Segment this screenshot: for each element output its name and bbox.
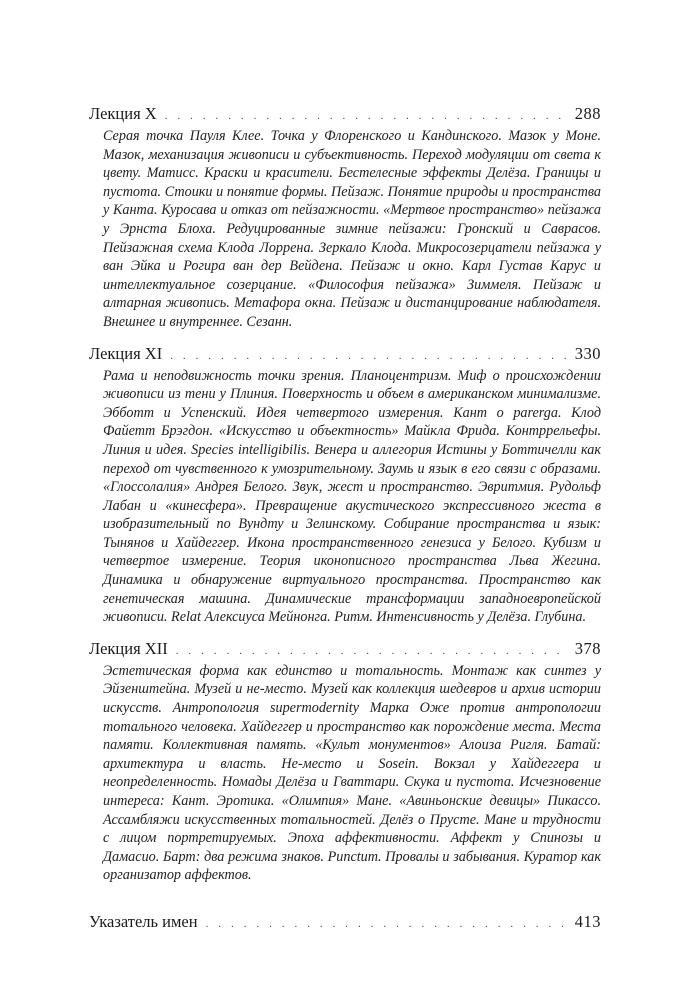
toc-entry-lecture-12 [89, 638, 601, 885]
toc-description: Эстетическая форма как единство и тотальность. Монтаж как синтез у Эйзенштейна. Музей и не-место. Музей как коллекция шедевров и архив истории искусств. Антропология supermodernity Марка Оже против антропологии тотального человека. Хайдеггер и пространство как порождение места. Места памяти. Коллективная память. «Культ монументов» Алоиза Ригля. Батай: архитектура и власть. Не-место и Sosein. Вокзал у Хайдеггера и неопределенность. Номады Делёза и Гваттари. Скука и пустота. Исчезновение интереса: Кант. Эротика. «Олимпия» Мане. «Авиньонские девицы» Пикассо. Ассамбляжи искусственных тотальностей. Делёз о Прусте. Мане и трудности с лицом портретируемых. Эпоха аффективности. Аффект у Спинозы и Дамасио. Барт: два режима знаков. Punctum. Провалы и забывания. Куратор как организатор аффектов. [103, 662, 601, 884]
toc-description: Серая точка Пауля Клее. Точка у Флоренского и Кандинского. Мазок у Моне. Мазок, механизация живописи и субъективность. Переход модуляции от света к цвету. Матисс. Краски и красители. Бестелесные эффекты Делёза. Границы и пустота. Стоики и понятие формы. Пейзаж. Понятие природы и пространства у Канта. Куросава и отказ от пейзажности. «Мертвое пространство» пейзажа у Эрнста Блоха. Редуцированные зимние пейзажи: Гронский и Саврасов. Пейзажная схема Клода Лоррена. Зеркало Клода. Микросозерцатели пейзажа у ван Эйка и Рогира ван дер Вейдена. Пейзаж и окно. Карл Густав Карус и интеллектуальное созерцание. «Философия пейзажа» Зиммеля. Пейзаж и алтарная живопись. Метафора окна. Пейзаж и дистанцирование наблюдателя. Внешнее и внутреннее. Сезанн. [103, 128, 601, 330]
toc-page-number: 413 [574, 911, 601, 931]
toc-title: Лекция X [89, 104, 157, 123]
dot-leader [206, 913, 567, 935]
toc-page-number: 330 [574, 343, 601, 363]
toc-title: Указатель имен [89, 911, 198, 931]
toc-title: Лекция XI [89, 343, 163, 363]
dot-leader [170, 345, 567, 367]
dot-leader [165, 105, 567, 127]
toc-description: Рама и неподвижность точки зрения. Планоцентризм. Миф о происхождении живописи из тени у Плиния. Поверхность и объем в американском минимализме. Эбботт и Успенский. Идея четвертого измерения. Кант о parerga. Клод Файетт Брэгдон. «Искусство и объектность» Майкла Фрида. Контррельефы. Линия и идея. Species intelligibilis. Венера и аллегория Истины у Боттичелли как переход от чувственного к умозрительному. Заумь и язык в его связи с образами. «Глоссолалия» Андрея Белого. Звук, жест и пространство. Эвритмия. Рудольф Лабан и «кинесфера». Превращение акустического экспрессивного жеста в изобразительный по Вундту и Зелинскому. Собирание пространства и язык: Тынянов и Хайдеггер. Икона пространственного генезиса у Белого. Кубизм и четвертое измерение. Теория иконописного пространства Льва Жегина. Динамика и обнаружение виртуального пространства. Пространство как генетическая машина. Динамические трансформации западноевропейской живописи. Relat Алексиуса Мейнонга. Ритм. Интенсивность у Делёза. Глубина. [103, 367, 601, 626]
toc-entry-lecture-11 [89, 343, 601, 627]
table-of-contents [89, 103, 601, 946]
toc-heading[interactable] [89, 103, 601, 127]
toc-entry-name-index [89, 911, 601, 935]
toc-page-number: 378 [574, 638, 601, 658]
toc-page-number: 288 [574, 104, 601, 123]
toc-heading[interactable] [89, 638, 601, 662]
toc-heading[interactable] [89, 911, 601, 935]
dot-leader [176, 640, 567, 662]
toc-title: Лекция XII [89, 638, 168, 658]
toc-heading[interactable] [89, 343, 601, 367]
toc-entry-lecture-10 [89, 103, 601, 332]
